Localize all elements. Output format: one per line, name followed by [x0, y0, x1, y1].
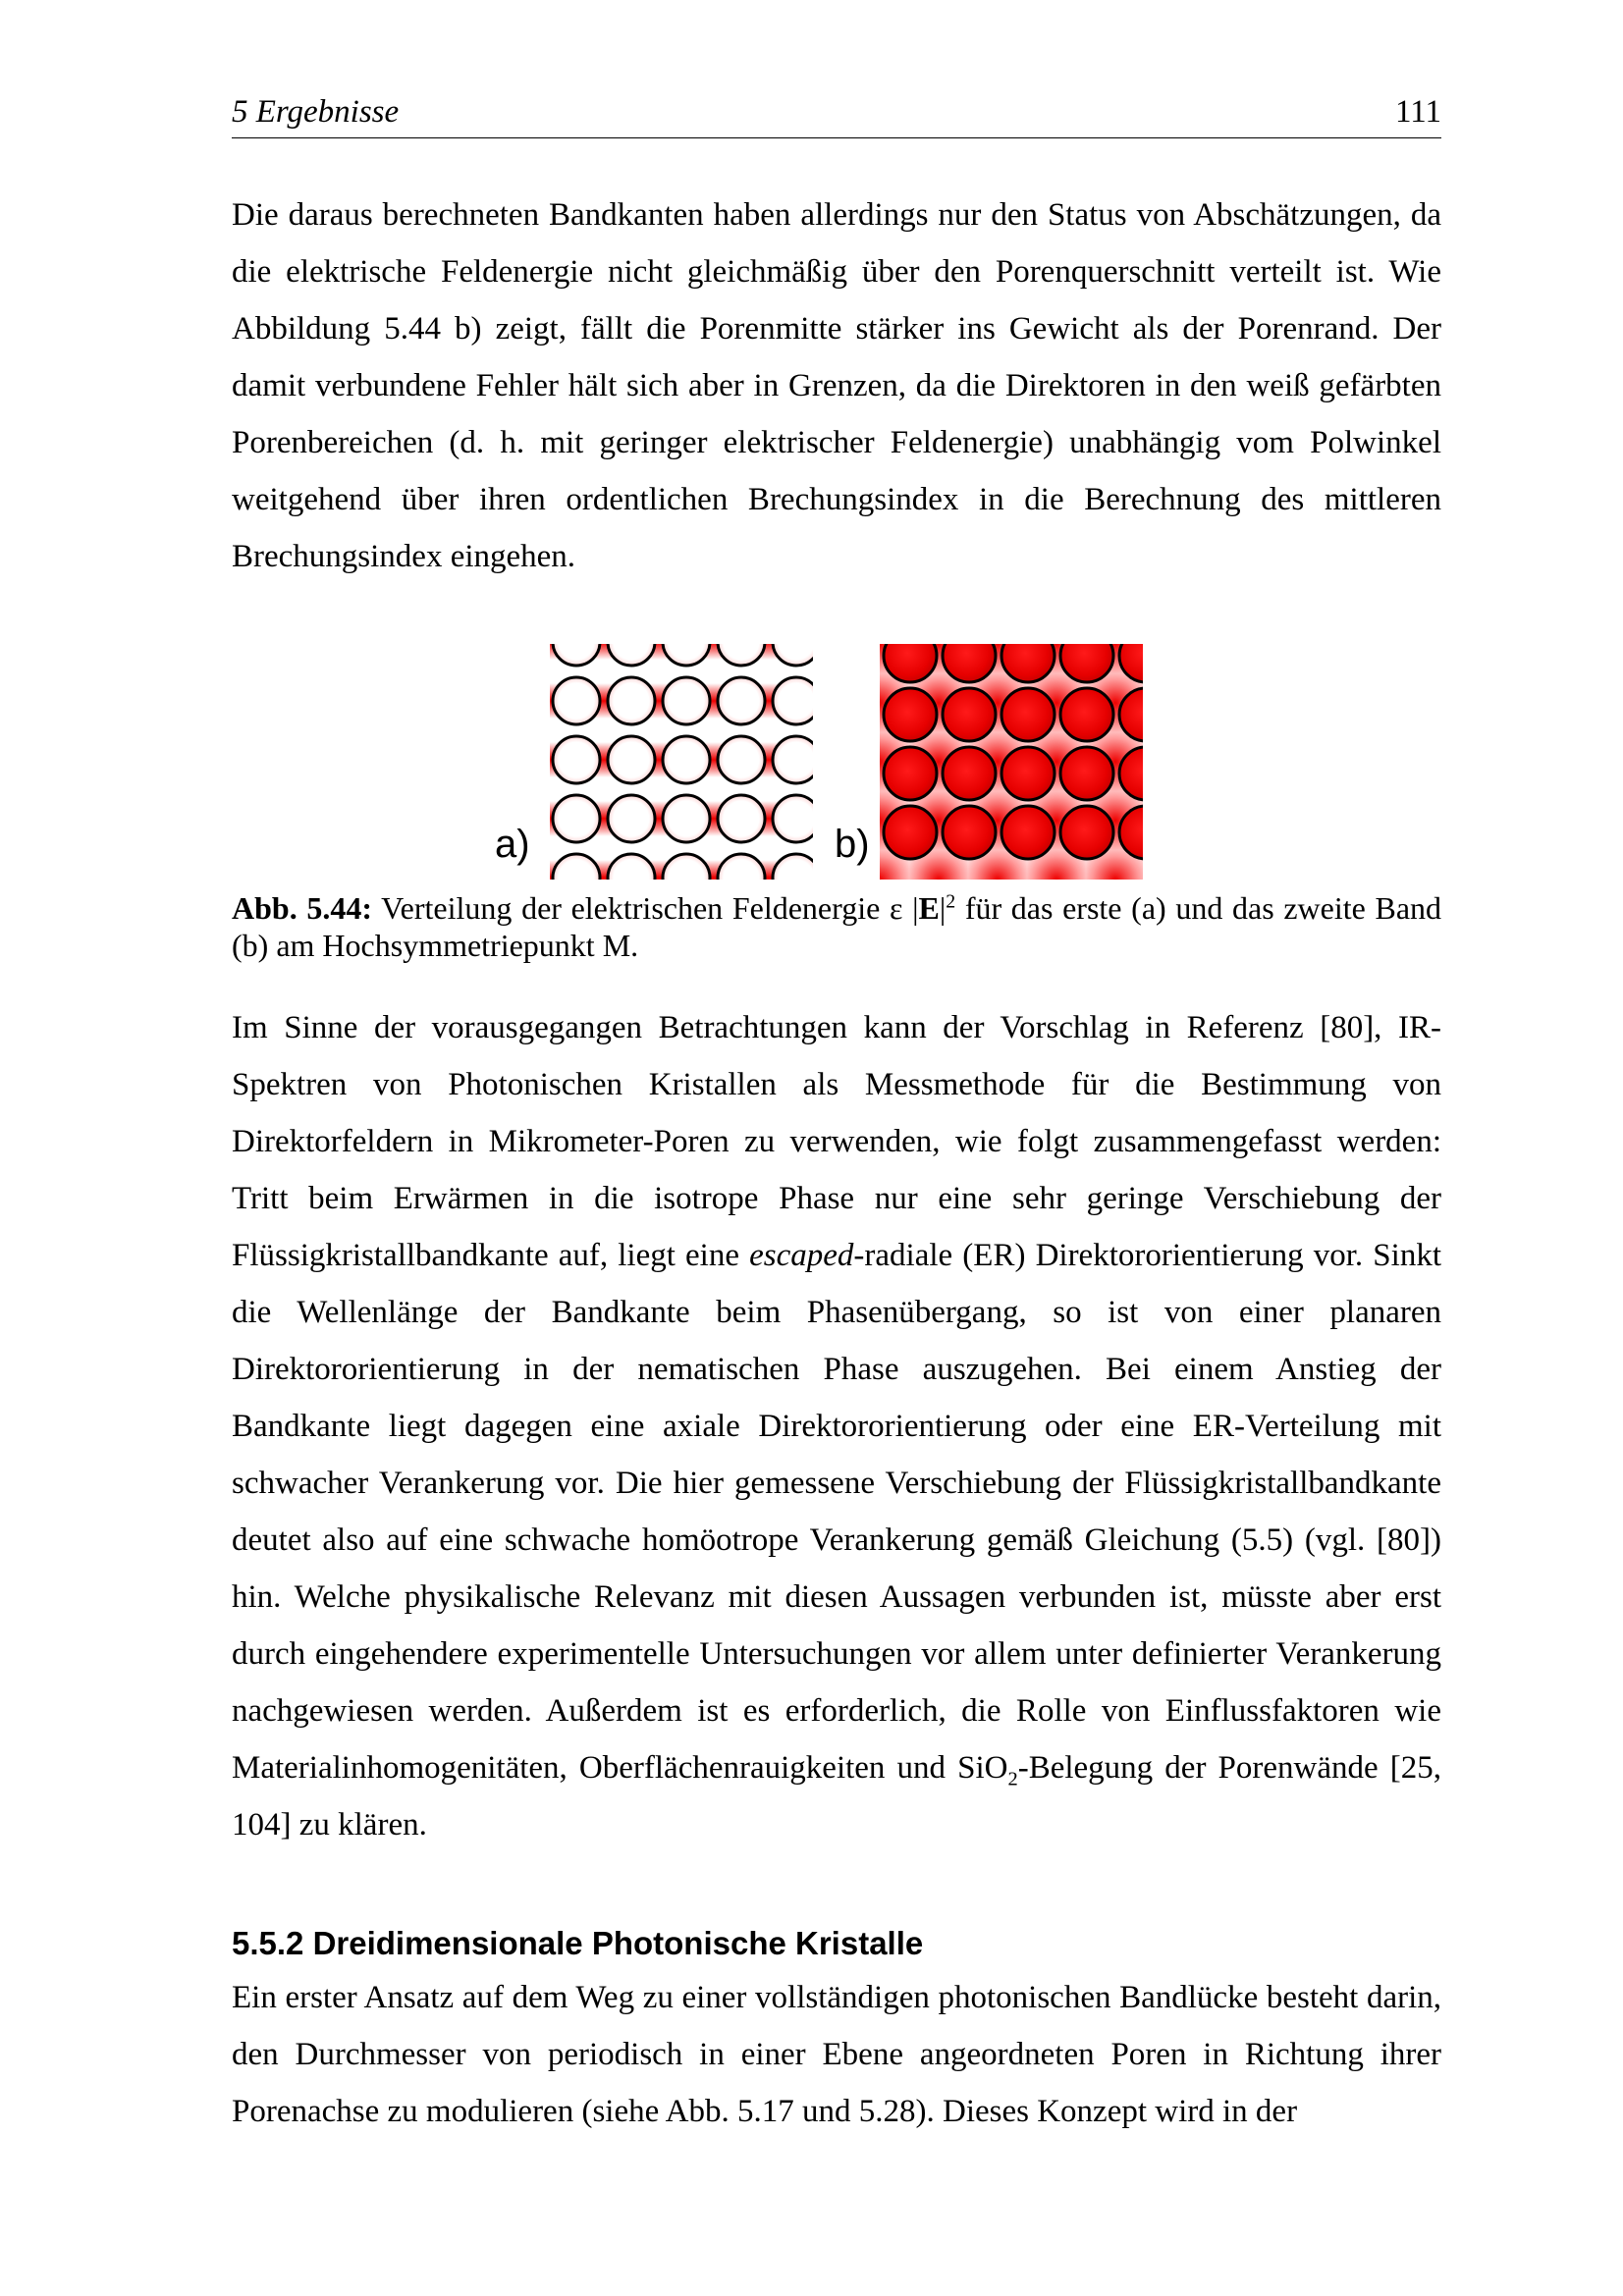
pore-circle — [1060, 747, 1113, 800]
pore-circle — [943, 747, 996, 800]
pore-circle — [553, 677, 600, 724]
paragraph-2-part-2: -radiale (ER) Direktororientierung vor. Sinkt die Wellenlänge der Bandkante beim Phasenübergang, so ist von einer planaren Direktororientierung in der nematischen Phase auszugehen. Bei einem Anstieg der Bandkante liegt dagegen eine axiale Direktororientierung oder eine ER-Verteilung mit schwacher Verankerung vor. Die hier gemessene Verschiebung der Flüssigkristallbandkante deutet also auf eine schwache homöotrope Verankerung gemäß Gleichung (5.5) (vgl. [80]) hin. Welche physikalische Relevanz mit diesen Aussagen verbunden ist, müsste aber erst durch eingehendere experimentelle Untersuchungen vor allem unter definierter Verankerung nachgewiesen werden. Außerdem ist es erforderlich, die Rolle von Einflussfaktoren wie Materialinhomogenitäten, Oberflächenrauigkeiten und SiO — [232, 1238, 1441, 1786]
pore-circle — [1001, 806, 1055, 859]
pore-circle — [773, 677, 813, 724]
pore-circle — [1060, 806, 1113, 859]
figure-panel-a — [550, 644, 813, 880]
paragraph-2-subscript: 2 — [1007, 1768, 1018, 1790]
pore-circle — [1060, 644, 1113, 682]
pore-circle — [663, 795, 710, 842]
pore-circle — [943, 688, 996, 741]
pore-circle — [773, 736, 813, 783]
page-header — [232, 94, 1441, 138]
caption-text-end: für das erste (a) und das zweite Band (b) am Hochsymmetriepunkt M. — [232, 890, 1442, 963]
pore-circle — [1001, 747, 1055, 800]
pore-circle — [553, 736, 600, 783]
pore-circle — [608, 736, 655, 783]
pore-circle — [943, 806, 996, 859]
pore-circle — [663, 677, 710, 724]
section-heading-5-5-2: 5.5.2 Dreidimensionale Photonische Kristalle — [232, 1925, 924, 1961]
pore-circle — [718, 677, 765, 724]
pore-circle — [943, 644, 996, 682]
panel-a-label: a) — [491, 821, 534, 868]
page-number: 111 — [1394, 94, 1441, 130]
field-energy-map-band-2 — [880, 644, 1143, 880]
pore-circle — [884, 688, 937, 741]
paragraph-3d-crystals: Ein erster Ansatz auf dem Weg zu einer vollständigen photonischen Bandlücke besteht darin, den Durchmesser von periodisch in einer Ebene angeordneten Poren in Richtung ihrer Porenachse zu modulieren (siehe Abb. 5.17 und 5.28). Dieses Konzept wird in der — [232, 1980, 1441, 2129]
pore-circle — [1060, 688, 1113, 741]
field-energy-map-band-1 — [550, 644, 813, 880]
paragraph-2-part-1: Im Sinne der vorausgegangen Betrachtungen kann der Vorschlag in Referenz [80], IR-Spektren von Photonischen Kristallen als Messmethode für die Bestimmung von Direktorfeldern in Mikrometer-Poren zu verwenden, wie folgt zusammengefasst werden: Tritt beim Erwärmen in die isotrope Phase nur eine sehr geringe Verschiebung der Flüssigkristallbandkante auf, liegt eine — [232, 1010, 1441, 1273]
caption-exponent: 2 — [946, 890, 956, 913]
caption-text-start: Verteilung der elektrischen Feldenergie ε | — [372, 890, 919, 926]
pore-circle — [718, 736, 765, 783]
pore-circle — [608, 677, 655, 724]
pore-circle — [608, 795, 655, 842]
figure-caption — [232, 889, 1441, 964]
running-head-chapter: 5 Ergebnisse — [232, 94, 400, 130]
paragraph-2-part-3: -Belegung der Porenwände [25, 104] zu klären. — [232, 1750, 1441, 1842]
pore-circle — [553, 795, 600, 842]
figure-panel-b — [880, 644, 1143, 880]
pore-circle — [884, 644, 937, 682]
paragraph-bandedge-estimate: Die daraus berechneten Bandkanten haben allerdings nur den Status von Abschätzungen, da die elektrische Feldenergie nicht gleichmäßig über den Porenquerschnitt verteilt ist. Wie Abbildung 5.44 b) zeigt, fällt die Porenmitte stärker ins Gewicht als der Porenrand. Der damit verbundene Fehler hält sich aber in Grenzen, da die Direktoren in den weiß gefärbten Porenbereichen (d. h. mit geringer elektrischer Feldenergie) unabhängig vom Polwinkel weitgehend über ihren ordentlichen Brechungsindex in die Berechnung des mittleren Brechungsindex eingehen. — [232, 197, 1441, 574]
pore-circle — [663, 736, 710, 783]
pore-circle — [718, 795, 765, 842]
pore-circle — [1001, 644, 1055, 682]
figure-5-44 — [487, 638, 1155, 883]
paragraph-2-italic-term: escaped — [749, 1238, 854, 1273]
pore-circle — [1001, 688, 1055, 741]
caption-field-symbol: E — [918, 890, 940, 926]
pore-circle — [773, 795, 813, 842]
panel-b-label: b) — [831, 821, 874, 868]
caption-label: Abb. 5.44: — [232, 890, 373, 926]
caption-text-mid: | — [939, 890, 947, 926]
pore-circle — [884, 806, 937, 859]
paragraph-ir-spectra-method — [232, 999, 1441, 1853]
pore-circle — [884, 747, 937, 800]
